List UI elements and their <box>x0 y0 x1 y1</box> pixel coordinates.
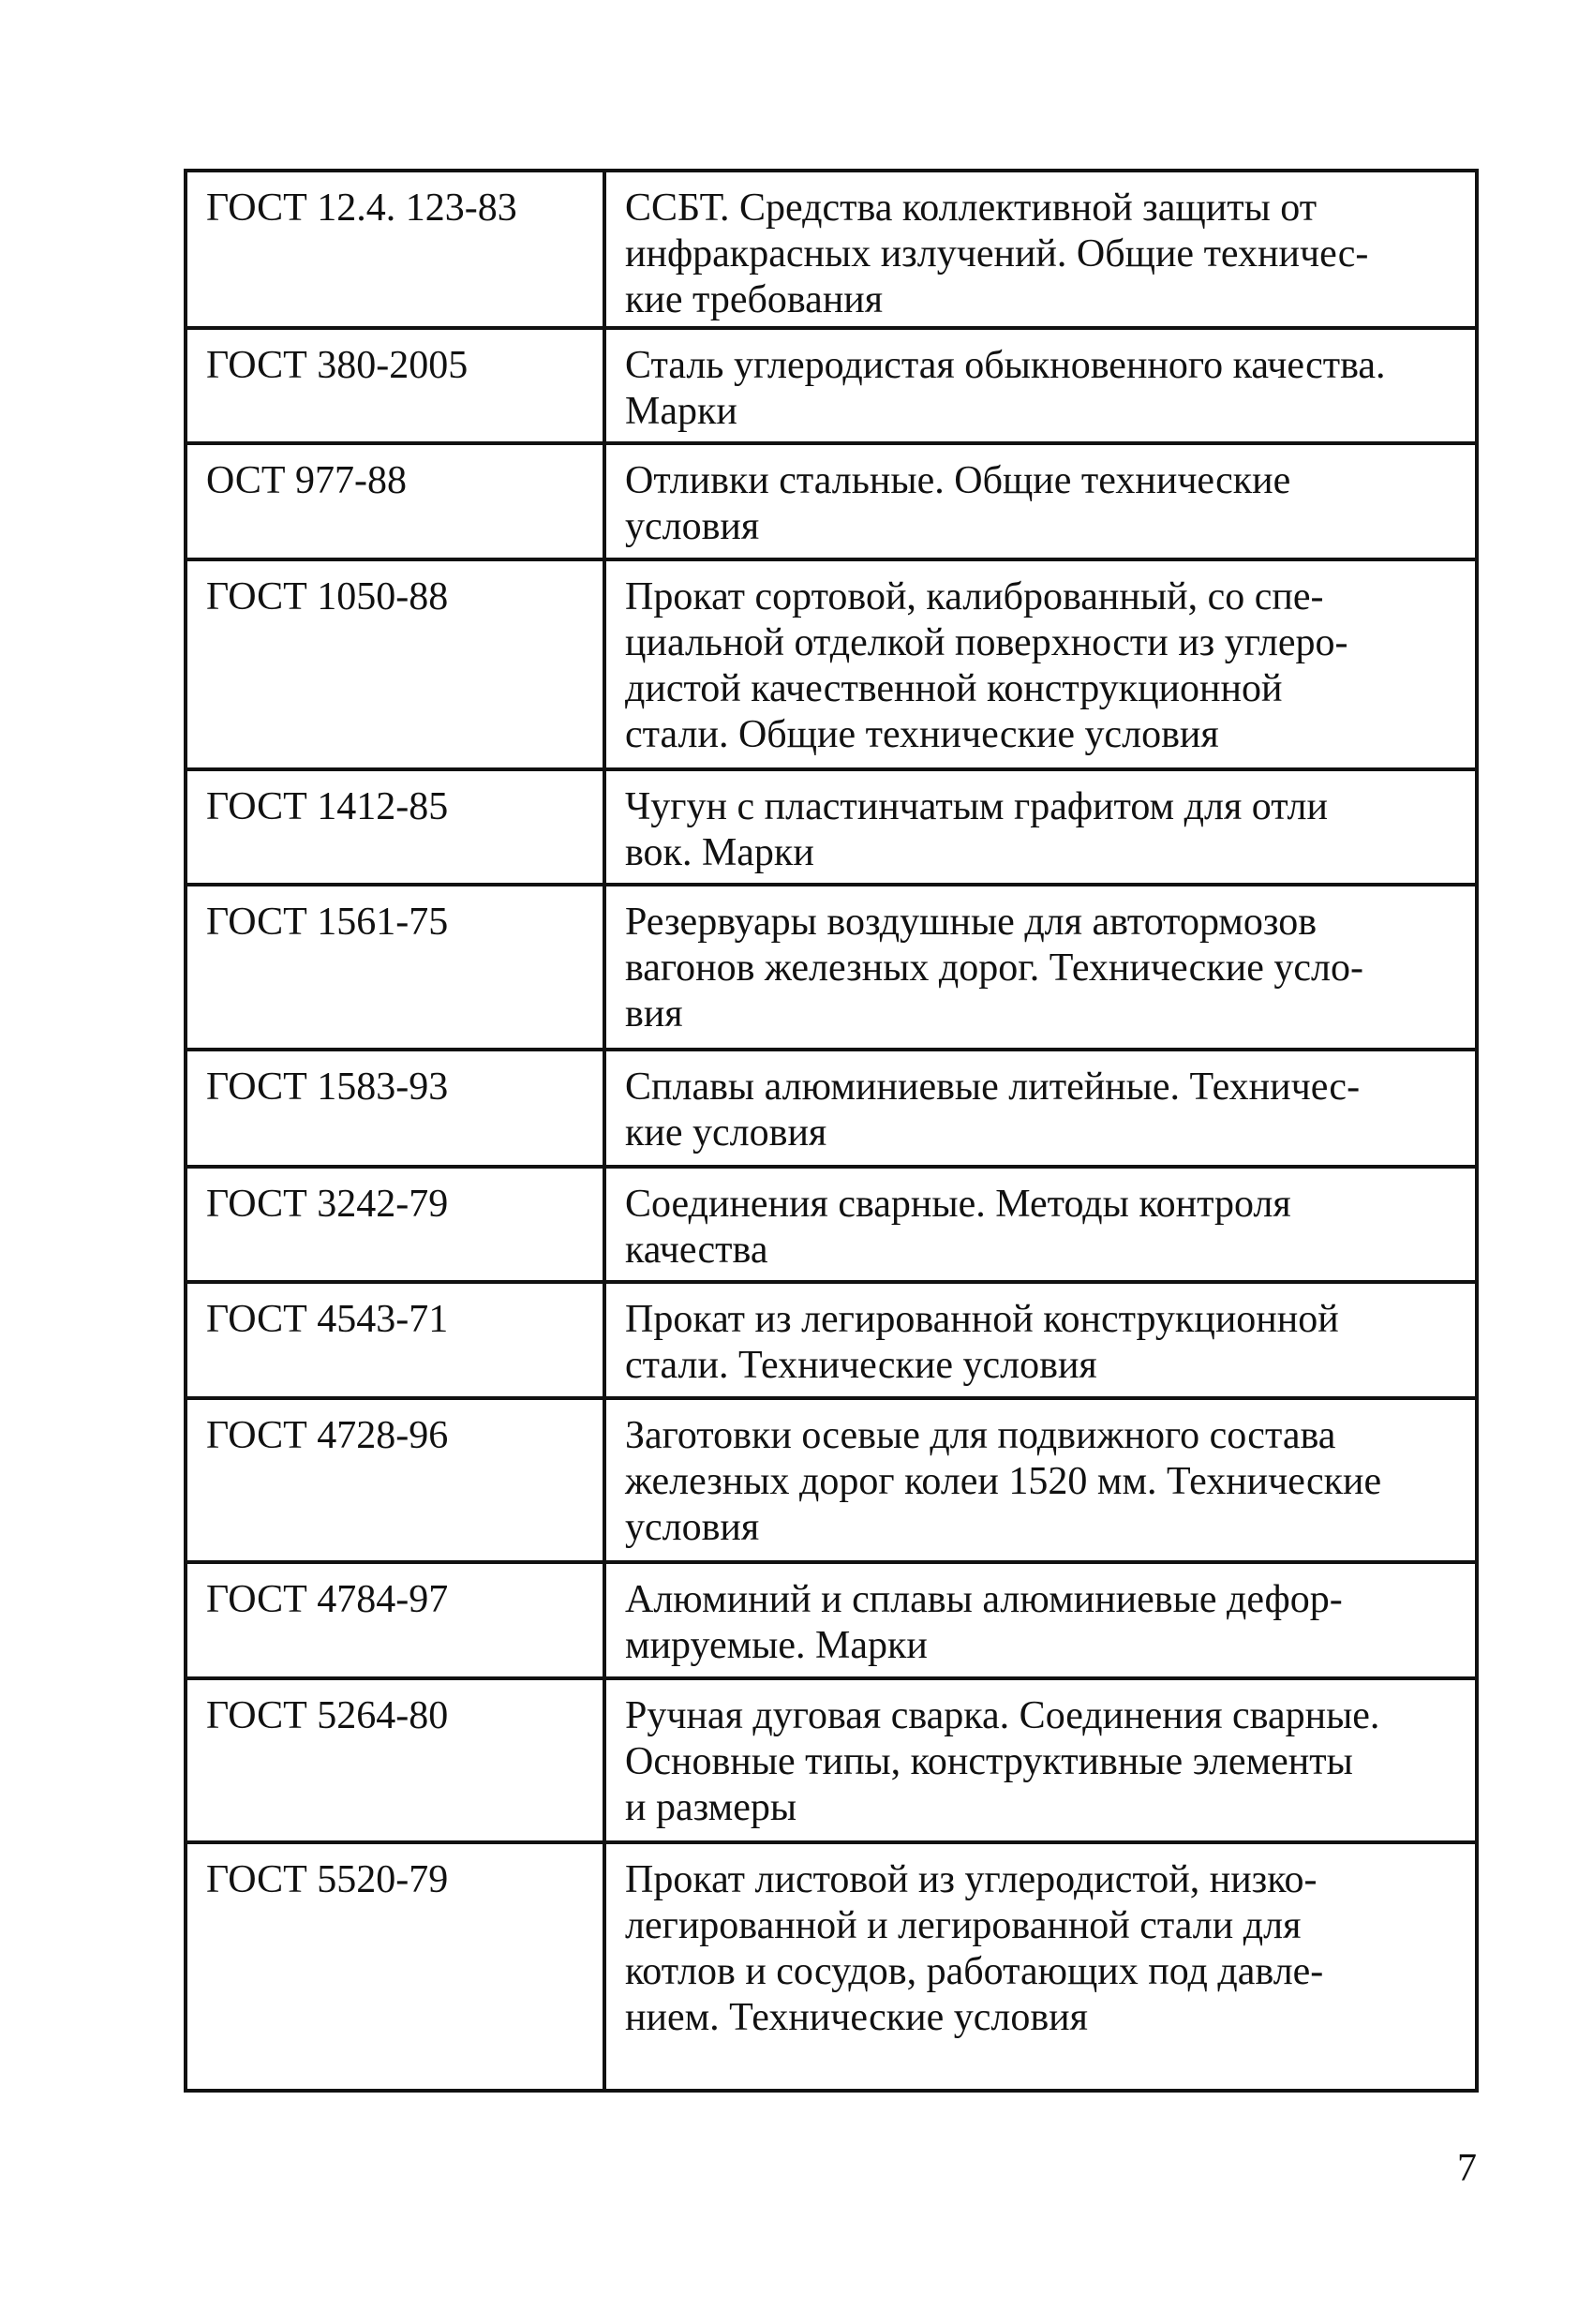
standard-title-cell <box>604 328 1477 443</box>
table-row <box>186 1562 1477 1678</box>
standard-title: Резервуары воздушные для автотормозов вагонов железных дорог. Технические усло- вия <box>625 901 1363 1035</box>
standard-code: ГОСТ 4543-71 <box>206 1298 449 1341</box>
standard-code-cell <box>186 1562 604 1678</box>
standard-title-cell <box>604 769 1477 885</box>
standard-title-cell <box>604 1842 1477 2091</box>
standard-code-cell <box>186 1842 604 2091</box>
standard-code: ГОСТ 5520-79 <box>206 1858 449 1901</box>
standard-code: ГОСТ 4784-97 <box>206 1578 449 1621</box>
standard-title-cell <box>604 171 1477 328</box>
table-row <box>186 1282 1477 1398</box>
standard-title: Чугун с пластинчатым графитом для отли вок. Марки <box>625 785 1328 874</box>
standard-title: Отливки стальные. Общие технические условия <box>625 459 1291 548</box>
table-row <box>186 443 1477 559</box>
standard-title-cell <box>604 1562 1477 1678</box>
standard-title: Прокат листовой из углеродистой, низко- легированной и легированной стали для котлов и сосудов, работающих под давле- нием. Технические условия <box>625 1858 1324 2039</box>
standard-title-cell <box>604 1678 1477 1842</box>
standard-code-cell <box>186 443 604 559</box>
standard-title: Соединения сварные. Методы контроля качества <box>625 1183 1291 1272</box>
standard-title: Заготовки осевые для подвижного состава железных дорог колеи 1520 мм. Технические условия <box>625 1414 1382 1549</box>
table-row <box>186 1050 1477 1167</box>
standard-code: ГОСТ 1412-85 <box>206 785 449 828</box>
standards-table <box>184 169 1479 2093</box>
standard-code-cell <box>186 559 604 769</box>
standard-code: ГОСТ 1050-88 <box>206 575 449 618</box>
table-row <box>186 1398 1477 1562</box>
standard-title: ССБТ. Средства коллективной защиты от инфракрасных излучений. Общие техничес- кие требования <box>625 186 1369 321</box>
standard-title-cell <box>604 885 1477 1050</box>
standard-code-cell <box>186 769 604 885</box>
standard-title-cell <box>604 559 1477 769</box>
standard-code: ГОСТ 12.4. 123-83 <box>206 186 517 230</box>
table-row <box>186 171 1477 328</box>
standard-code: ГОСТ 5264-80 <box>206 1694 449 1737</box>
standard-code-cell <box>186 1398 604 1562</box>
standard-code: ГОСТ 3242-79 <box>206 1183 449 1226</box>
standard-code-cell <box>186 1678 604 1842</box>
table-row <box>186 559 1477 769</box>
table-row <box>186 769 1477 885</box>
standard-code-cell <box>186 885 604 1050</box>
table-row <box>186 1167 1477 1282</box>
standard-title: Ручная дуговая сварка. Соединения сварные. Основные типы, конструктивные элементы и размеры <box>625 1694 1380 1829</box>
standard-code-cell <box>186 1282 604 1398</box>
standard-code-cell <box>186 1167 604 1282</box>
standard-title: Сплавы алюминиевые литейные. Техничес- кие условия <box>625 1065 1361 1155</box>
standard-title-cell <box>604 443 1477 559</box>
standard-title: Прокат сортовой, калиброванный, со спе- циальной отделкой поверхности из углеро- дистой качественной конструкционной стали. Общие технические условия <box>625 575 1348 756</box>
standard-code: ГОСТ 380-2005 <box>206 344 469 387</box>
table-row <box>186 328 1477 443</box>
standard-code-cell <box>186 1050 604 1167</box>
standard-code: ГОСТ 1583-93 <box>206 1065 449 1109</box>
standard-code-cell <box>186 171 604 328</box>
standard-code: ГОСТ 1561-75 <box>206 901 449 944</box>
standard-title: Сталь углеродистая обыкновенного качества. Марки <box>625 344 1386 433</box>
table-row <box>186 1842 1477 2091</box>
standard-title: Прокат из легированной конструкционной стали. Технические условия <box>625 1298 1339 1387</box>
standard-title: Алюминий и сплавы алюминиевые дефор- мируемые. Марки <box>625 1578 1343 1667</box>
standard-title-cell <box>604 1398 1477 1562</box>
standard-code: ГОСТ 4728-96 <box>206 1414 449 1457</box>
standard-title-cell <box>604 1282 1477 1398</box>
standard-code: ОСТ 977-88 <box>206 459 407 502</box>
standard-code-cell <box>186 328 604 443</box>
standard-title-cell <box>604 1050 1477 1167</box>
table-row <box>186 885 1477 1050</box>
table-row <box>186 1678 1477 1842</box>
page-number: 7 <box>1457 2147 1477 2190</box>
standard-title-cell <box>604 1167 1477 1282</box>
